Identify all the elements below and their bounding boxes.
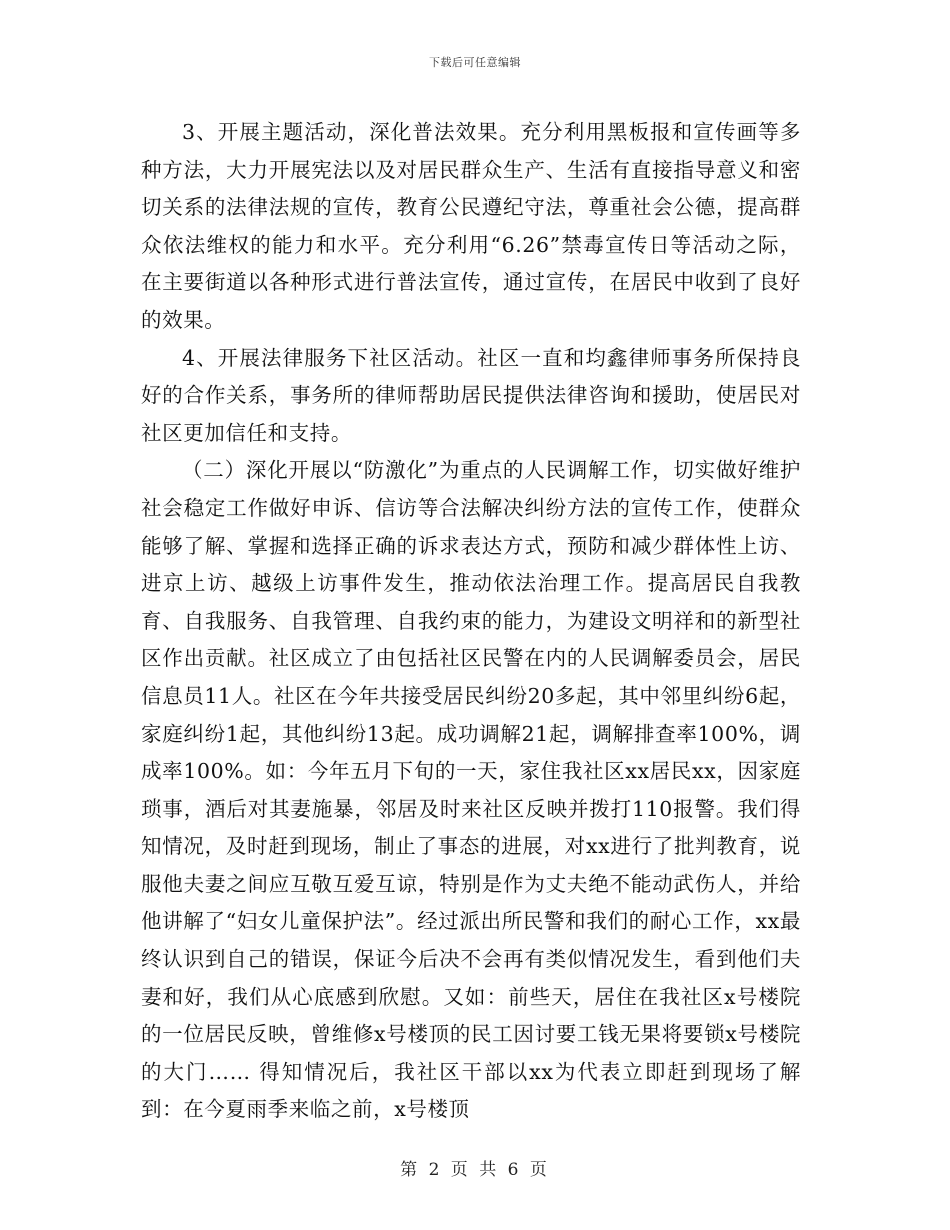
paragraph-mediation-work: （二）深化开展以“防激化”为重点的人民调解工作，切实做好维护社会稳定工作做好申诉、信访等合法解决纠纷方法的宣传工作，使群众能够了解、掌握和选择正确的诉求表达方式，预防和减少群体性上访、进京上访、越级上访事件发生，推动依法治理工作。提高居民自我教育、自我服务、自我管理、自我约束的能力，为建设文明祥和的新型社区作出贡献。社区成立了由包括社区民警在内的人民调解委员会，居民信息员11人。社区在今年共接受居民纠纷20多起，其中邻里纠纷6起，家庭纠纷1起，其他纠纷13起。成功调解21起，调解排查率100%，调成率100%。如：今年五月下旬的一天，家住我社区xx居民xx，因家庭琐事，酒后对其妻施暴，邻居及时来社区反映并拨打110报警。我们得知情况，及时赶到现场，制止了事态的进展，对xx进行了批判教育，说服他夫妻之间应互敬互爱互谅，特别是作为丈夫绝不能动武伤人，并给他讲解了“妇女儿童保护法”。经过派出所民警和我们的耐心工作，xx最终认识到自己的错误，保证今后决不会再有类似情况发生，看到他们夫妻和好，我们从心底感到欣慰。又如：前些天，居住在我社区x号楼院的一位居民反映，曾维修x号楼顶的民工因讨要工钱无果将要锁x号楼院的大门…… 得知情况后，我社区干部以xx为代表立即赶到现场了解到：在今夏雨季来临之前，x号楼顶 [141, 458, 801, 1122]
page-header-note: 下载后可任意编辑 [429, 56, 521, 69]
paragraph-theme-activities: 3、开展主题活动，深化普法效果。充分利用黑板报和宣传画等多种方法，大力开展宪法以及对居民群众生产、生活有直接指导意义和密切关系的法律法规的宣传，教育公民遵纪守法，尊重社会公德，提高群众依法维权的能力和水平。充分利用“6.26”禁毒宣传日等活动之际，在主要街道以各种形式进行普法宣传，通过宣传，在居民中收到了良好的效果。 [141, 120, 801, 332]
document-body [141, 114, 801, 1129]
page-number: 第 2 页 共 6 页 [400, 1160, 550, 1180]
paragraph-legal-services: 4、开展法律服务下社区活动。社区一直和均鑫律师事务所保持良好的合作关系，事务所的律师帮助居民提供法律咨询和援助，使居民对社区更加信任和支持。 [141, 345, 801, 445]
